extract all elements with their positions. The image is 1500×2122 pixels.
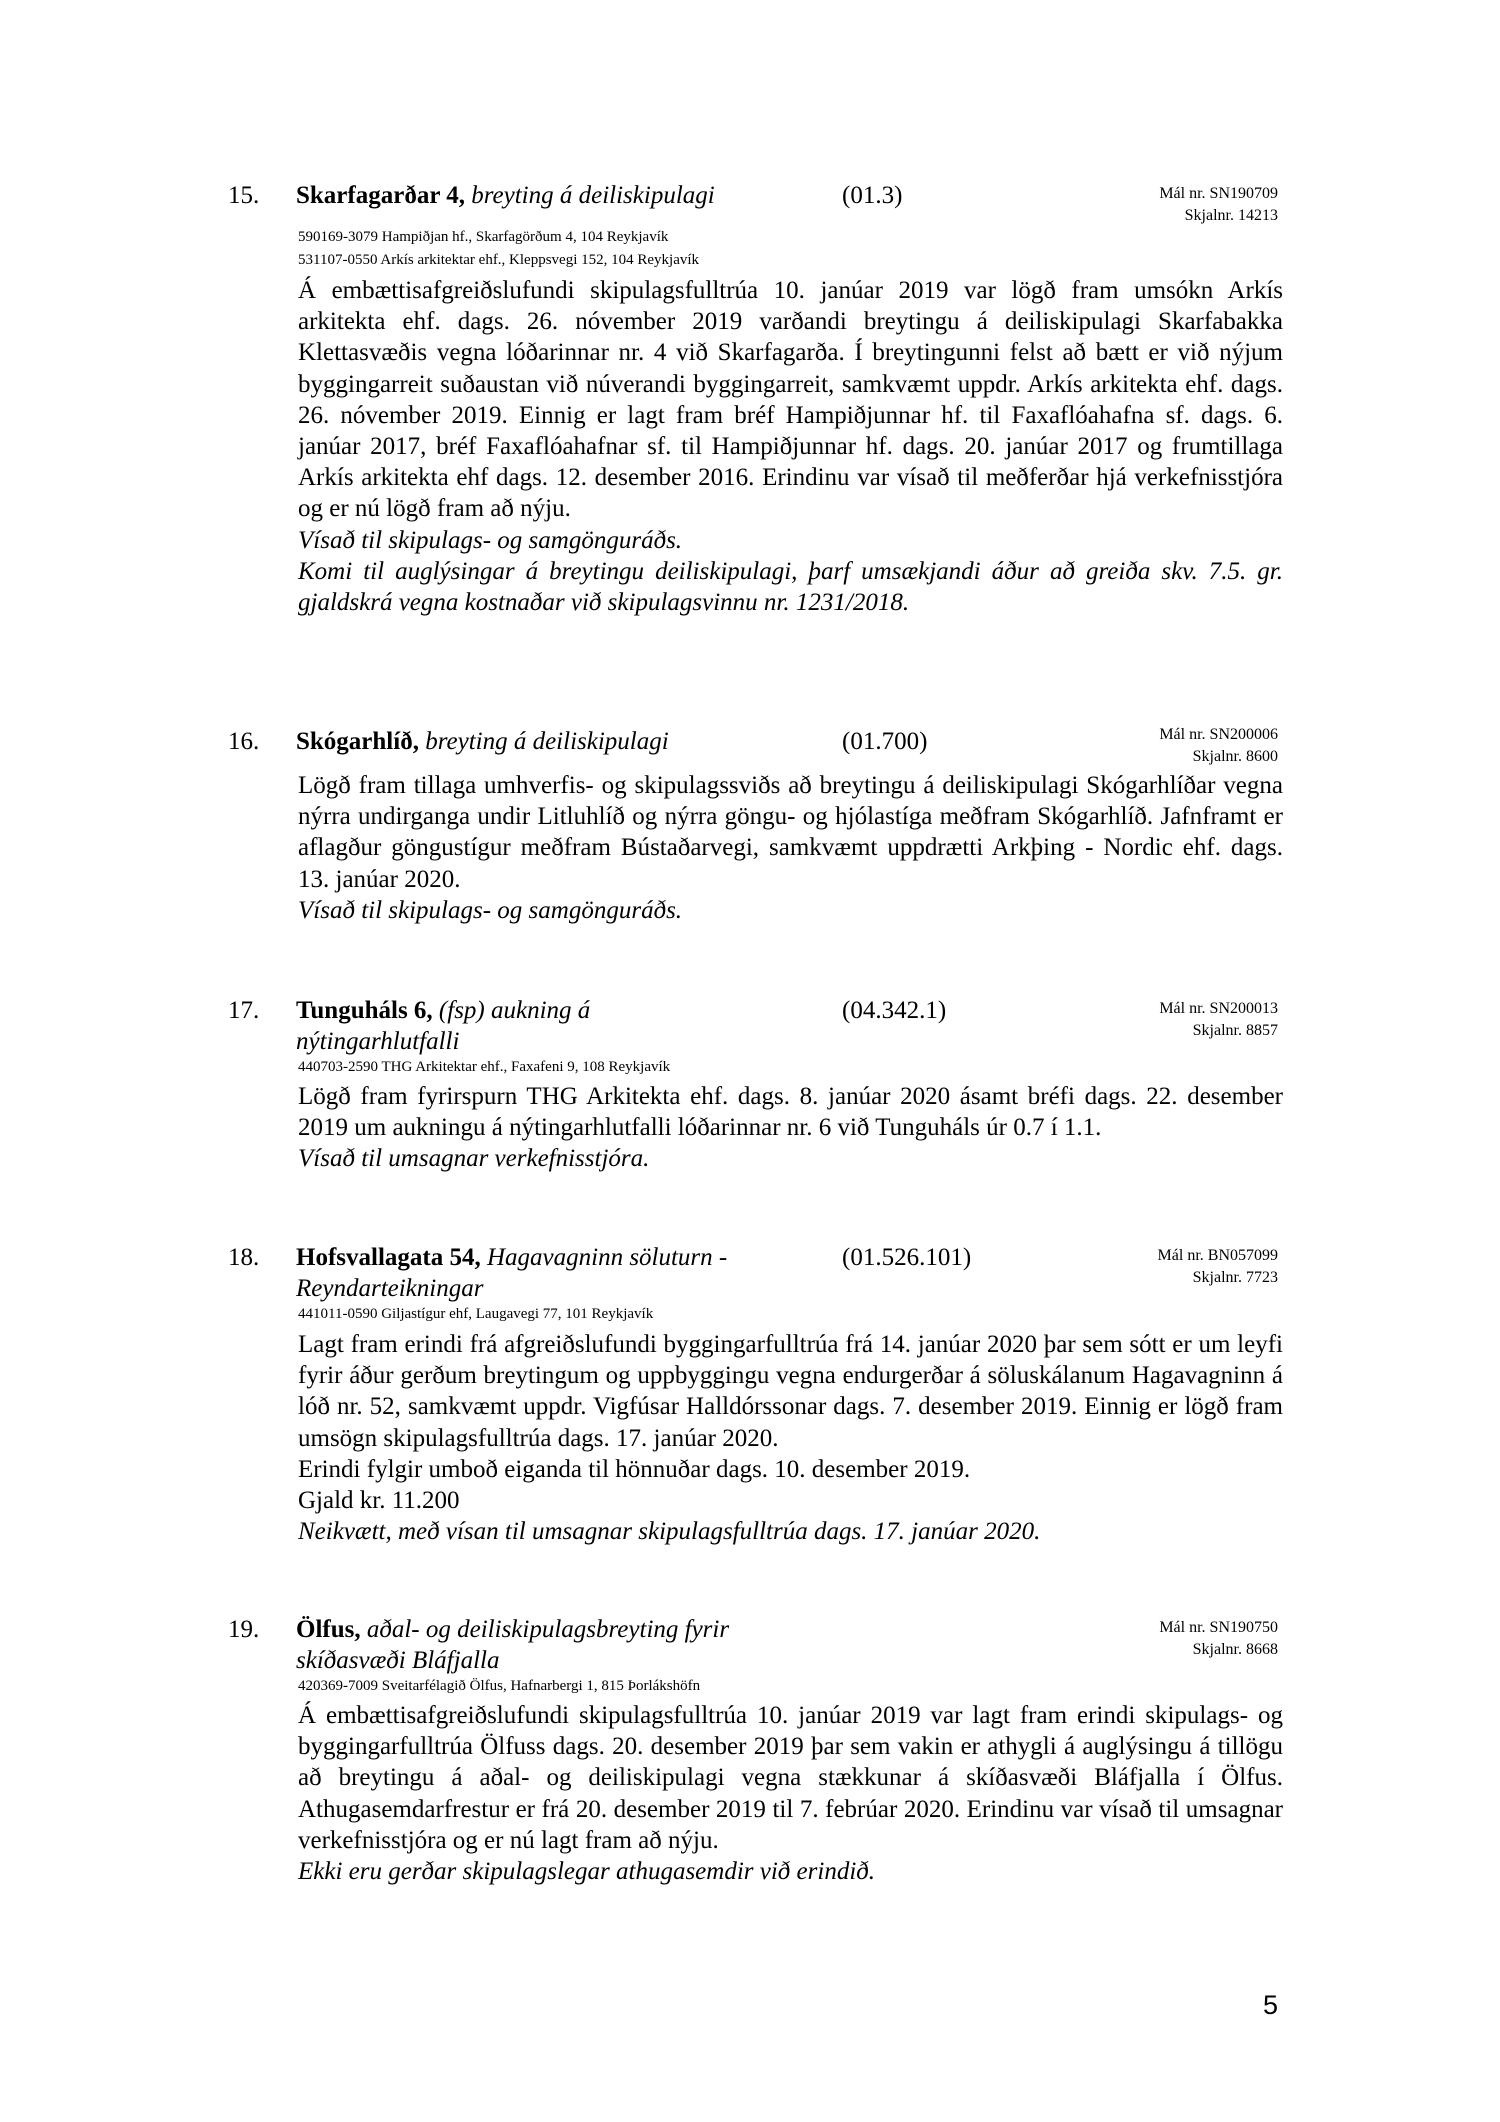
item-decision: Vísað til umsagnar verkefnisstjóra. xyxy=(298,1145,650,1173)
item-number: 17. xyxy=(228,997,260,1024)
item-note: Erindi fylgir umboð eiganda til hönnuðar dags. 10. desember 2019. xyxy=(298,1455,971,1483)
item-title xyxy=(296,180,715,211)
item-decision: Ekki eru gerðar skipulagslegar athugasemdir við erindið. xyxy=(298,1858,876,1886)
item-title xyxy=(296,1242,836,1304)
item-fee: Gjald kr. 11.200 xyxy=(298,1487,460,1515)
case-number: Mál nr. SN200013 xyxy=(1159,1000,1278,1017)
party-line: 531107-0550 Arkís arkitektar ehf., Kleppsvegi 152, 104 Reykjavík xyxy=(298,252,700,268)
party-line: 420369-7009 Sveitarfélagið Ölfus, Hafnarbergi 1, 815 Þorlákshöfn xyxy=(298,1678,701,1694)
item-number: 19. xyxy=(228,1616,260,1643)
item-title-bold: Hofsvallagata 54, xyxy=(296,1244,481,1271)
item-description: Lagt fram erindi frá afgreiðslufundi byggingarfulltrúa frá 14. janúar 2020 þar sem sótt er um leyfi fyrir áður gerðum breytingum og uppbyggingu vegna endurgerðar á söluskálanum Hagavagninn á lóð nr. 52, samkvæmt uppdr. Vigfúsar Halldórssonar dags. 7. desember 2019. Einnig er lögð fram umsögn skipulagsfulltrúa dags. 17. janúar 2020. xyxy=(298,1331,1283,1452)
item-description: Á embættisafgreiðslufundi skipulagsfulltrúa 10. janúar 2019 var lagt fram erindi skipulags- og byggingarfulltrúa Ölfuss dags. 20. desember 2019 þar sem vakin er athygli á auglýsingu á tillögu að breytingu á aðal- og deiliskipulagi vegna stækkunar á skíðasvæði Bláfjalla í Ölfus. Athugasemdarfrestur er frá 20. desember 2019 til 7. febrúar 2020. Erindinu var vísað til umsagnar verkefnisstjóra og er nú lagt fram að nýju. xyxy=(298,1702,1283,1854)
item-title-italic: breyting á deiliskipulagi xyxy=(425,728,669,755)
document-number: Skjalnr. 14213 xyxy=(1184,207,1278,224)
item-title-bold: Tunguháls 6, xyxy=(296,997,433,1024)
case-reference xyxy=(1158,1245,1278,1289)
item-title xyxy=(296,1614,836,1676)
document-number: Skjalnr. 8600 xyxy=(1192,748,1278,765)
party-line: 590169-3079 Hampiðjan hf., Skarfagörðum 4, 104 Reykjavík xyxy=(298,229,669,245)
item-description: Lögð fram tillaga umhverfis- og skipulagssviðs að breytingu á deiliskipulagi Skógarhlíðar vegna nýrra undirganga undir Litluhlíð og nýrra göngu- og hjólastíga meðfram Skógarhlíð. Jafnframt er aflagður göngustígur meðfram Bústaðarvegi, samkvæmt uppdrætti Arkþing - Nordic ehf. dags. 13. janúar 2020. xyxy=(298,772,1283,893)
item-number: 16. xyxy=(228,728,260,755)
item-title-italic: (fsp) aukning á nýtingarhlutfalli xyxy=(296,997,591,1055)
document-number: Skjalnr. 8668 xyxy=(1192,1641,1278,1658)
party-line: 440703-2590 THG Arkitektar ehf., Faxafeni 9, 108 Reykjavík xyxy=(298,1059,671,1075)
item-title-bold: Ölfus, xyxy=(296,1616,361,1643)
document-number: Skjalnr. 8857 xyxy=(1192,1022,1278,1039)
document-number: Skjalnr. 7723 xyxy=(1192,1269,1278,1286)
item-decision: Komi til auglýsingar á breytingu deiliskipulagi, þarf umsækjandi áður að greiða skv. 7.5. gr. gjaldskrá vegna kostnaðar við skipulagsvinnu nr. 1231/2018. xyxy=(298,557,1283,617)
item-title-bold: Skógarhlíð, xyxy=(296,728,419,755)
item-code: (01.3) xyxy=(842,182,903,209)
case-reference xyxy=(1159,183,1278,227)
item-code: (04.342.1) xyxy=(842,997,947,1024)
item-body xyxy=(298,1081,1283,1175)
item-code: (01.700) xyxy=(842,728,928,755)
item-title-italic: breyting á deiliskipulagi xyxy=(471,182,715,209)
item-body xyxy=(298,1329,1283,1547)
case-number: Mál nr. SN190709 xyxy=(1159,185,1278,202)
item-title-italic: aðal- og deiliskipulagsbreyting fyrir skíðasvæði Bláfjalla xyxy=(296,1616,730,1674)
item-decision: Vísað til skipulags- og samgönguráðs. xyxy=(298,526,683,554)
case-number: Mál nr. BN057099 xyxy=(1157,1247,1278,1264)
item-title xyxy=(296,995,656,1057)
item-body xyxy=(298,275,1283,618)
item-body xyxy=(298,770,1283,926)
item-title-italic: Hagavagninn söluturn - Reyndarteikningar xyxy=(296,1244,728,1302)
item-title xyxy=(296,726,669,757)
case-reference xyxy=(1159,724,1278,768)
page-number: 5 xyxy=(1262,1990,1278,2020)
item-description: Á embættisafgreiðslufundi skipulagsfulltrúa 10. janúar 2019 var lögð fram umsókn Arkís arkitekta ehf. dags. 26. nóvember 2019 varðandi breytingu á deiliskipulagi Skarfabakka Klettasvæðis vegna lóðarinnar nr. 4 við Skarfagarða. Í breytingunni felst að bætt er við nýjum byggingarreit suðaustan við núverandi byggingarreit, samkvæmt uppdr. Arkís arkitekta ehf. dags. 26. nóvember 2019. Einnig er lagt fram bréf Hampiðjunnar hf. til Faxaflóahafna sf. dags. 6. janúar 2017, bréf Faxaflóahafnar sf. til Hampiðjunnar hf. dags. 20. janúar 2017 og frumtillaga Arkís arkitekta ehf dags. 12. desember 2016. Erindinu var vísað til meðferðar hjá verkefnisstjóra og er nú lögð fram að nýju. xyxy=(298,277,1283,523)
case-reference xyxy=(1159,1617,1278,1661)
item-number: 18. xyxy=(228,1244,260,1271)
item-decision: Vísað til skipulags- og samgönguráðs. xyxy=(298,896,683,924)
case-reference xyxy=(1159,998,1278,1042)
item-number: 15. xyxy=(228,182,260,209)
item-decision: Neikvætt, með vísan til umsagnar skipulagsfulltrúa dags. 17. janúar 2020. xyxy=(298,1518,1041,1546)
item-title-bold: Skarfagarðar 4, xyxy=(296,182,465,209)
item-code: (01.526.101) xyxy=(842,1244,972,1271)
item-body xyxy=(298,1700,1283,1887)
item-description: Lögð fram fyrirspurn THG Arkitekta ehf. dags. 8. janúar 2020 ásamt bréfi dags. 22. desember 2019 um aukningu á nýtingarhlutfalli lóðarinnar nr. 6 við Tunguháls úr 0.7 í 1.1. xyxy=(298,1083,1283,1142)
case-number: Mál nr. SN190750 xyxy=(1159,1619,1278,1636)
party-line: 441011-0590 Giljastígur ehf, Laugavegi 77, 101 Reykjavík xyxy=(298,1306,654,1322)
case-number: Mál nr. SN200006 xyxy=(1159,726,1278,743)
